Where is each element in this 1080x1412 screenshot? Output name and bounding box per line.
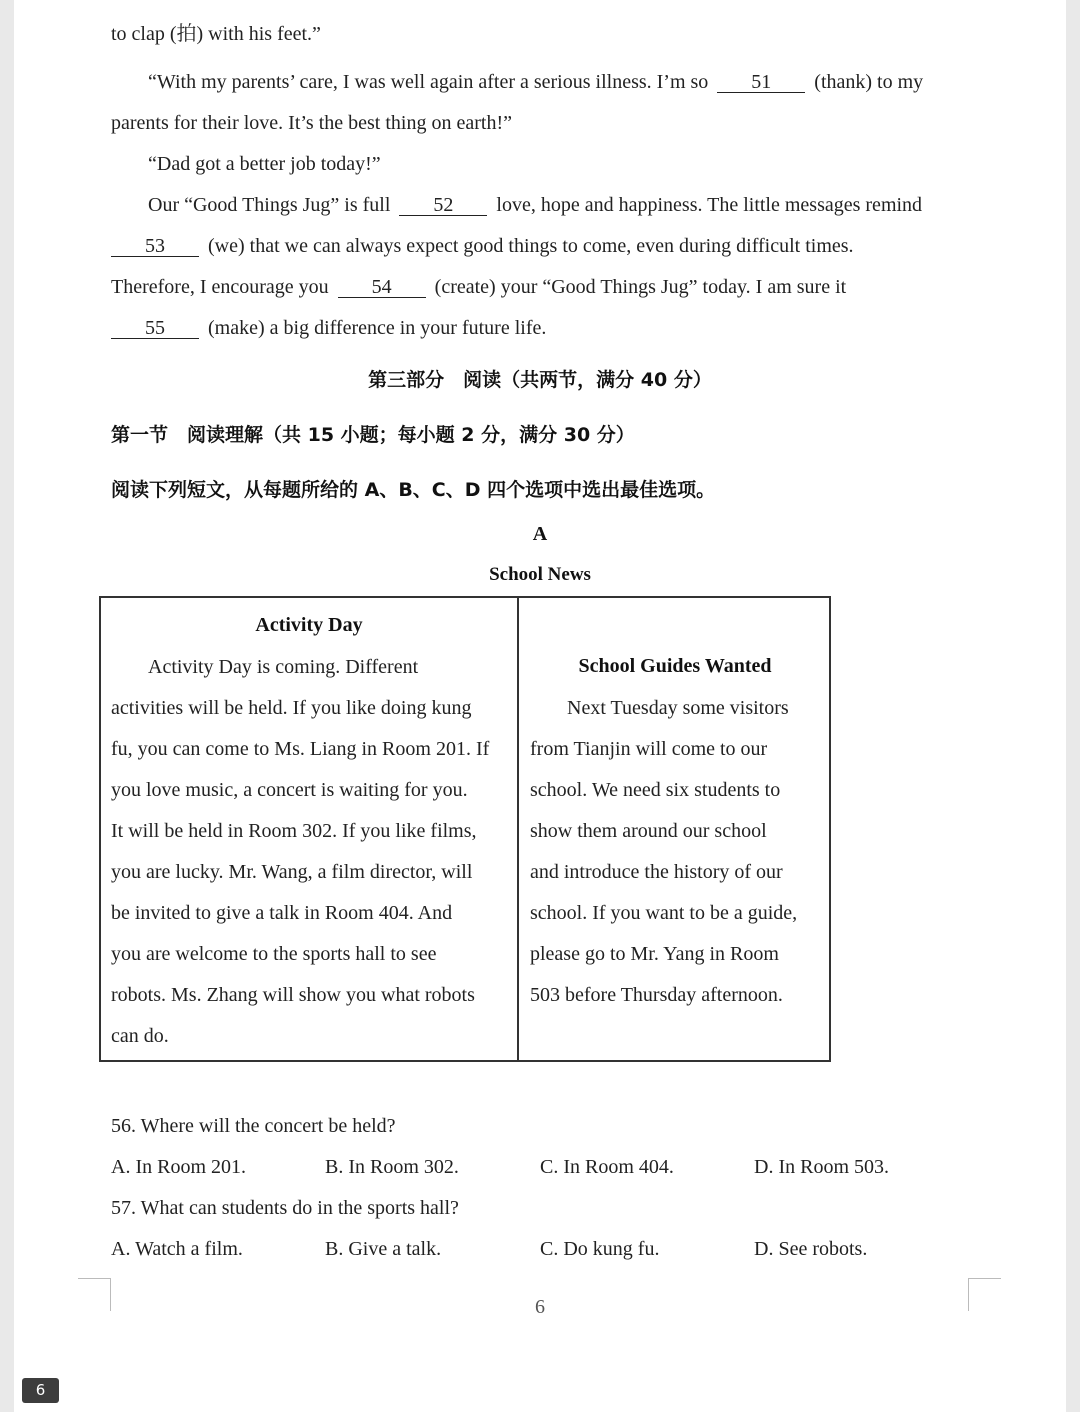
passage-line-53 bbox=[111, 234, 854, 258]
passage-line-52 bbox=[148, 193, 922, 217]
option-56-c[interactable]: C. In Room 404. bbox=[540, 1156, 674, 1178]
blank-52[interactable]: 52 bbox=[399, 195, 487, 216]
text: (we) that we can always expect good things to come, even during difficult times. bbox=[208, 235, 854, 257]
blank-54[interactable]: 54 bbox=[338, 277, 426, 298]
right-cell-line: from Tianjin will come to our bbox=[530, 738, 768, 760]
right-cell-line: please go to Mr. Yang in Room bbox=[530, 943, 779, 965]
blank-53[interactable]: 53 bbox=[111, 236, 199, 257]
option-57-a[interactable]: A. Watch a film. bbox=[111, 1238, 243, 1260]
blank-55[interactable]: 55 bbox=[111, 318, 199, 339]
blank-51[interactable]: 51 bbox=[717, 72, 805, 93]
left-cell-line: you are lucky. Mr. Wang, a film director, will bbox=[111, 861, 473, 883]
text: love, hope and happiness. The little messages remind bbox=[496, 194, 923, 216]
text: (create) your “Good Things Jug” today. I am sure it bbox=[434, 276, 847, 298]
article-label: A bbox=[532, 523, 548, 545]
option-57-d[interactable]: D. See robots. bbox=[754, 1238, 868, 1260]
school-guides-title: School Guides Wanted bbox=[578, 655, 772, 677]
part-title: 第三部分 阅读（共两节，满分 40 分） bbox=[368, 369, 712, 391]
passage-line-51 bbox=[148, 70, 923, 94]
option-56-a[interactable]: A. In Room 201. bbox=[111, 1156, 246, 1178]
right-cell-line: Next Tuesday some visitors bbox=[567, 697, 789, 719]
left-cell-line: be invited to give a talk in Room 404. And bbox=[111, 902, 453, 924]
page-badge[interactable]: 6 bbox=[22, 1378, 59, 1403]
question-57: 57. What can students do in the sports hall? bbox=[111, 1197, 459, 1219]
text: Therefore, I encourage you bbox=[111, 276, 329, 298]
left-cell-line: can do. bbox=[111, 1025, 169, 1047]
right-cell-line: and introduce the history of our bbox=[530, 861, 783, 883]
left-cell-line: robots. Ms. Zhang will show you what robots bbox=[111, 984, 475, 1006]
question-56: 56. Where will the concert be held? bbox=[111, 1115, 396, 1137]
page-number: 6 bbox=[535, 1296, 545, 1318]
passage-line-55 bbox=[111, 316, 546, 340]
article-title: School News bbox=[489, 564, 591, 585]
activity-day-title: Activity Day bbox=[255, 614, 363, 636]
option-57-c[interactable]: C. Do kung fu. bbox=[540, 1238, 660, 1260]
instruction: 阅读下列短文，从每题所给的 A、B、C、D 四个选项中选出最佳选项。 bbox=[111, 479, 716, 501]
right-cell-line: school. We need six students to bbox=[530, 779, 781, 801]
left-cell-line: Activity Day is coming. Different bbox=[148, 656, 419, 678]
section-title: 第一节 阅读理解（共 15 小题；每小题 2 分，满分 30 分） bbox=[111, 424, 635, 446]
left-cell-line: fu, you can come to Ms. Liang in Room 201. If bbox=[111, 738, 490, 760]
text: (thank) to my bbox=[814, 71, 924, 93]
right-cell-line: show them around our school bbox=[530, 820, 767, 842]
text: “With my parents’ care, I was well again after a serious illness. I’m so bbox=[148, 71, 709, 93]
left-cell-line: activities will be held. If you like doing kung bbox=[111, 697, 472, 719]
option-56-d[interactable]: D. In Room 503. bbox=[754, 1156, 889, 1178]
left-cell-line: It will be held in Room 302. If you like films, bbox=[111, 820, 477, 842]
passage-line: parents for their love. It’s the best thing on earth!” bbox=[111, 112, 512, 134]
passage-line: to clap (拍) with his feet.” bbox=[111, 23, 321, 45]
left-cell-line: you love music, a concert is waiting for you. bbox=[111, 779, 468, 801]
left-cell-line: you are welcome to the sports hall to see bbox=[111, 943, 437, 965]
option-57-b[interactable]: B. Give a talk. bbox=[325, 1238, 442, 1260]
right-cell-line: school. If you want to be a guide, bbox=[530, 902, 798, 924]
text: (make) a big difference in your future life. bbox=[208, 317, 547, 339]
passage-line-54 bbox=[111, 275, 846, 299]
passage-line: “Dad got a better job today!” bbox=[148, 153, 381, 175]
option-56-b[interactable]: B. In Room 302. bbox=[325, 1156, 459, 1178]
right-cell-line: 503 before Thursday afternoon. bbox=[530, 984, 783, 1006]
text: Our “Good Things Jug” is full bbox=[148, 194, 391, 216]
